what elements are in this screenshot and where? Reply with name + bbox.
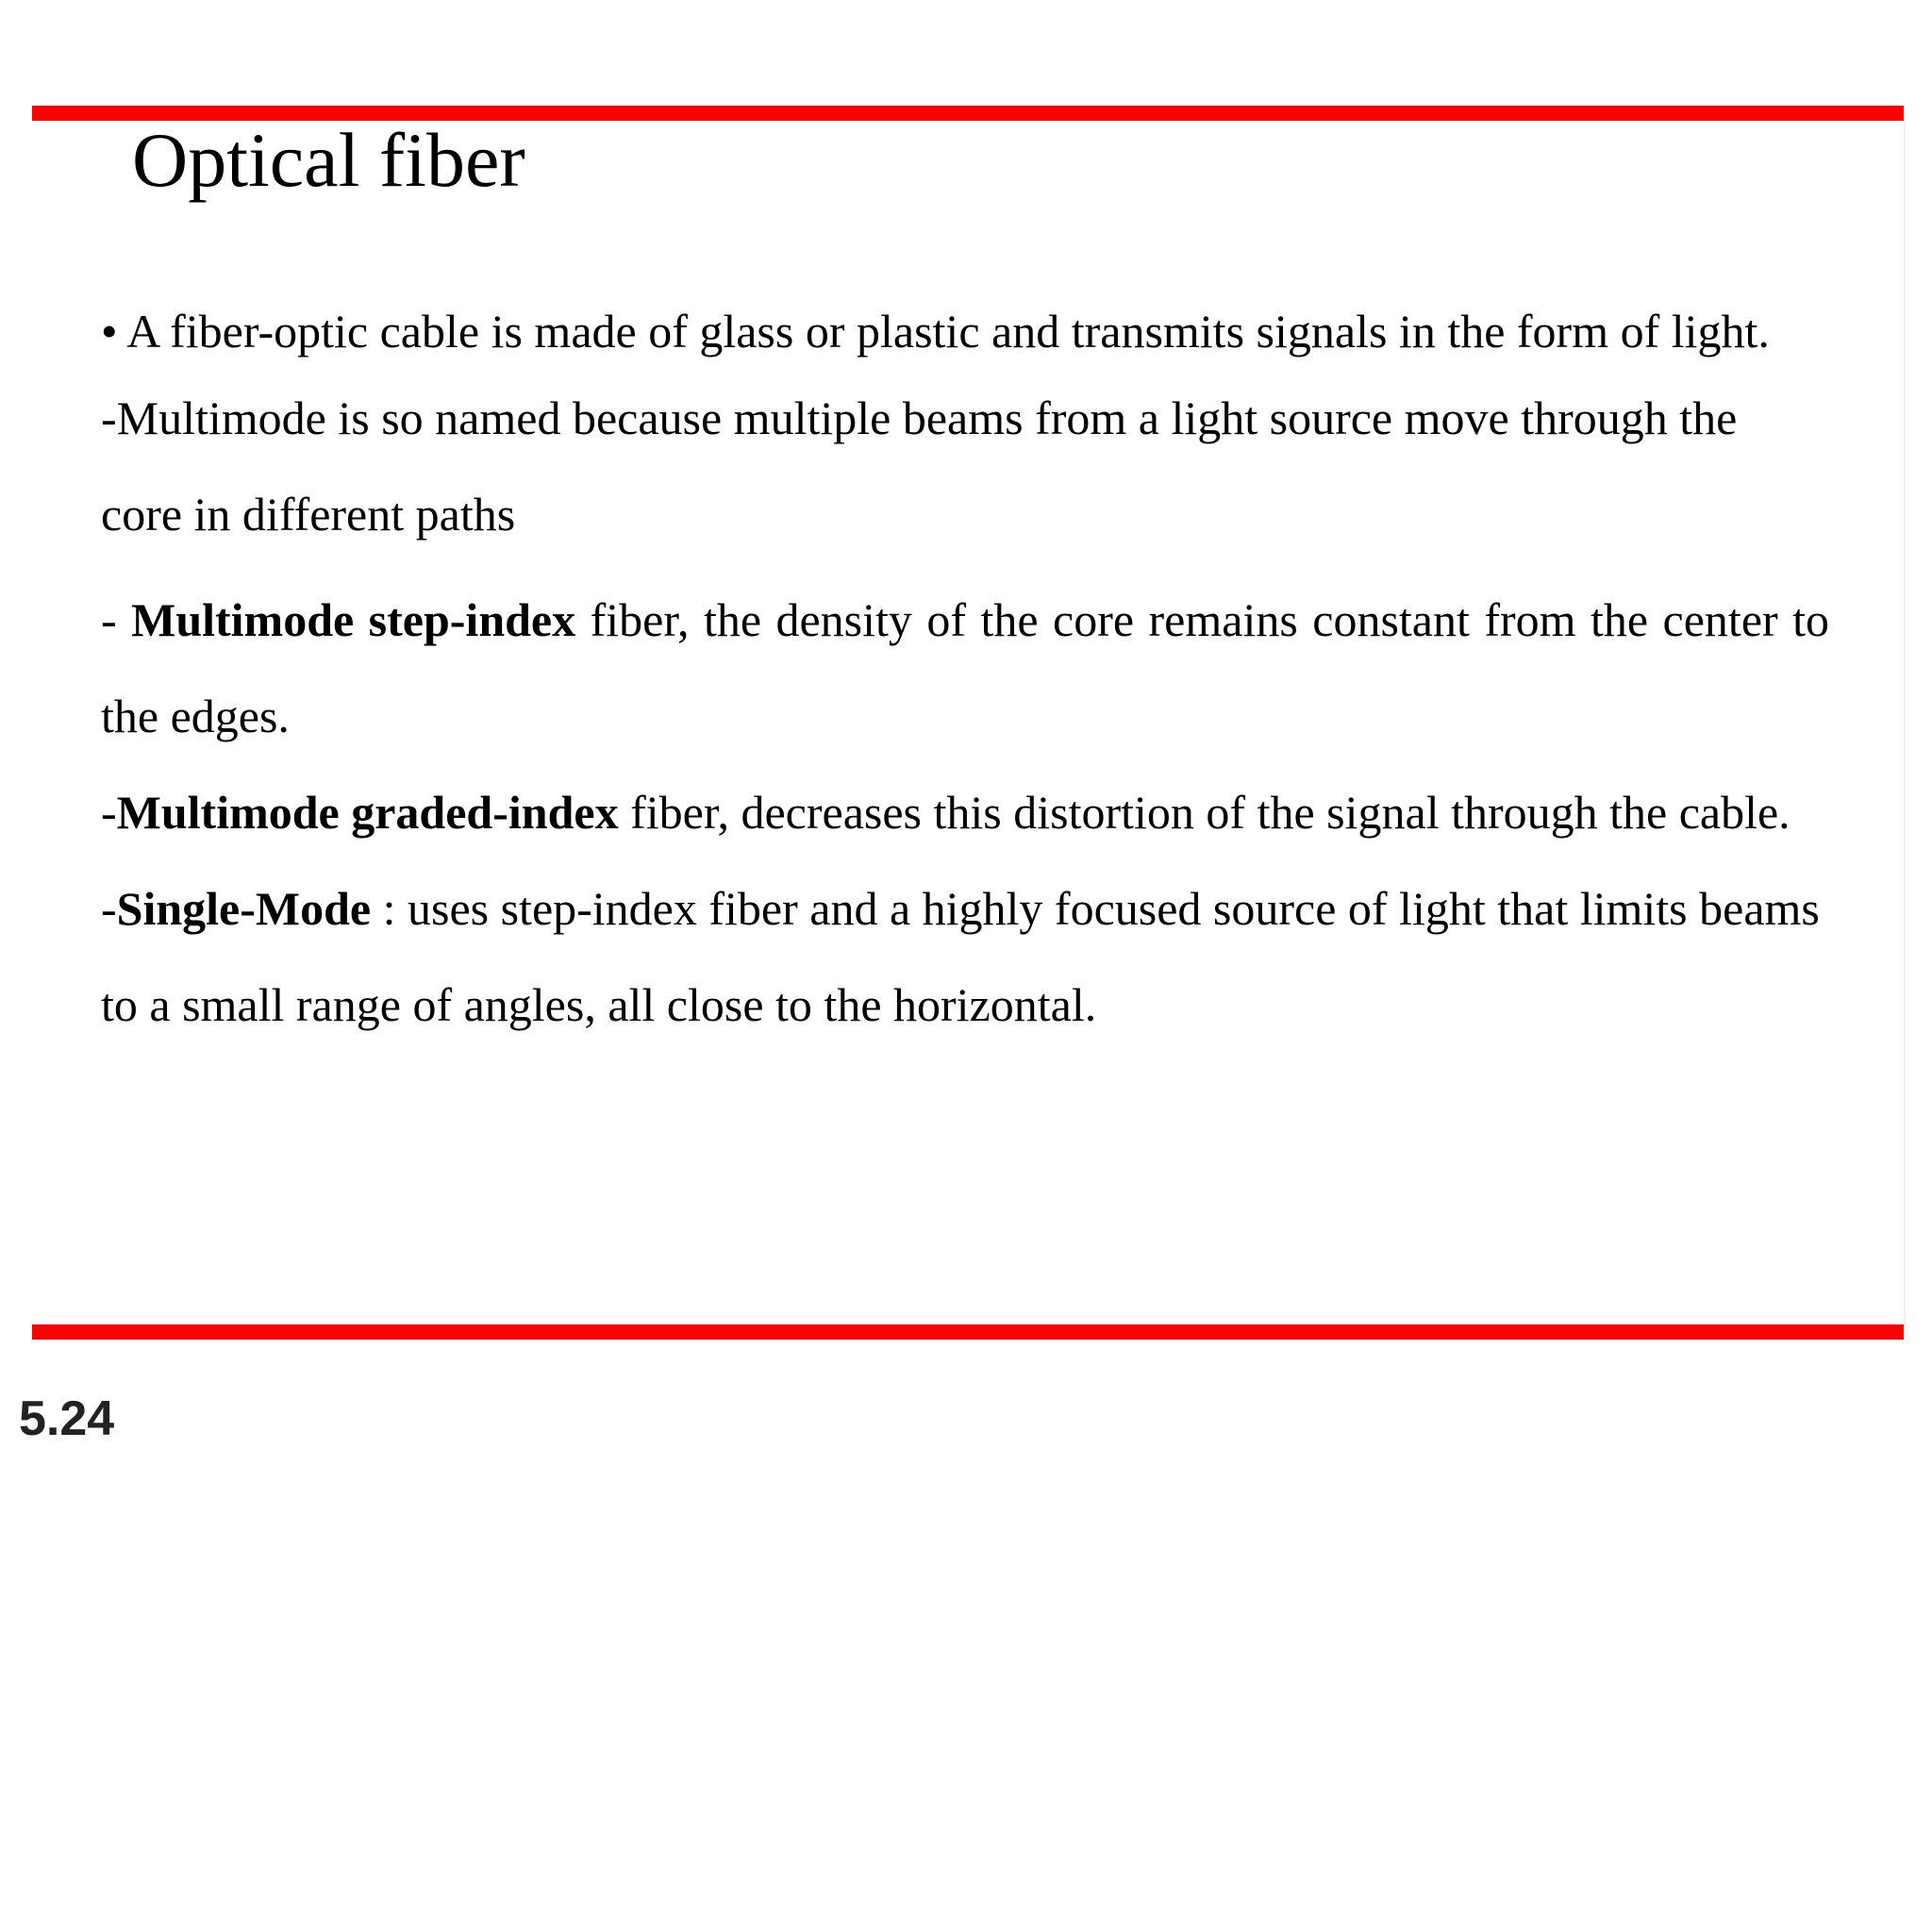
- paragraph-text: fiber, decreases this distortion of the signal through the cable.: [618, 786, 1790, 839]
- paragraph-prefix: -: [101, 593, 132, 646]
- term-multimode-step-index: Multimode step-index: [131, 593, 576, 646]
- paragraph-text: fiber, the density of the core remains constant from the center to the edges.: [101, 593, 1830, 742]
- paragraph-single-mode: [101, 860, 1829, 1053]
- paragraph-multimode: -Multimode is so named because multiple beams from a light source move through the core in different paths: [101, 391, 1738, 541]
- bottom-accent-rule: [32, 1324, 1904, 1340]
- paragraph-fiber-definition: • A fiber-optic cable is made of glass or plastic and transmits signals in the form of light.: [101, 305, 1770, 358]
- term-multimode-graded-index: Multimode graded-index: [116, 786, 619, 839]
- paragraph-prefix: -: [101, 786, 117, 839]
- slide-number: 5.24: [19, 1391, 115, 1446]
- paragraph-graded-index: [101, 764, 1829, 860]
- paragraph-step-index: [101, 572, 1829, 764]
- paragraph-prefix: -: [101, 882, 117, 935]
- term-single-mode: Single-Mode: [116, 882, 372, 935]
- paragraph-text: : uses step-index fiber and a highly focused source of light that limits beams to a small range of angles, all close to the horizontal.: [101, 882, 1820, 1031]
- slide-body: [101, 283, 1829, 1053]
- slide-title: Optical fiber: [132, 117, 525, 203]
